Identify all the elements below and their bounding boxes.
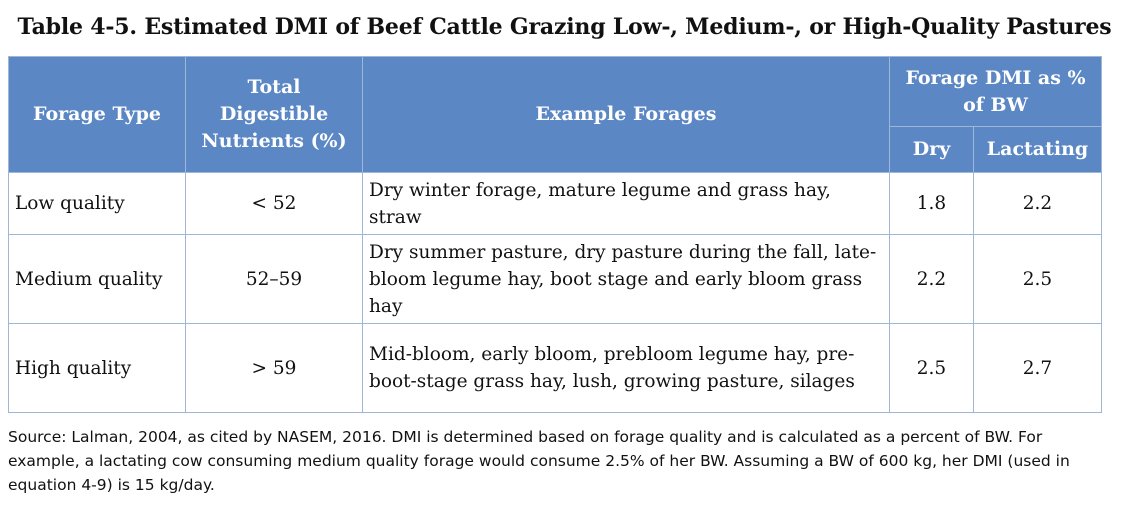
forage-type-cell: High quality: [9, 324, 186, 413]
lactating-dmi-cell: 2.2: [974, 173, 1102, 235]
header-example-forages: Example Forages: [363, 57, 890, 173]
header-lactating: Lactating: [974, 127, 1102, 173]
example-forages-cell: Dry summer pasture, dry pasture during the fall, late-bloom legume hay, boot stage and early bloom grass hay: [363, 235, 890, 324]
header-dmi-group: Forage DMI as % of BW: [890, 57, 1102, 127]
table-row: [9, 324, 1102, 413]
header-forage-type: Forage Type: [9, 57, 186, 173]
dry-dmi-cell: 2.2: [890, 235, 974, 324]
dry-dmi-cell: 2.5: [890, 324, 974, 413]
lactating-dmi-cell: 2.5: [974, 235, 1102, 324]
header-tdn: Total Digestible Nutrients (%): [186, 57, 363, 173]
tdn-cell: < 52: [186, 173, 363, 235]
source-note: Source: Lalman, 2004, as cited by NASEM, 2016. DMI is determined based on forage quality and is calculated as a percent of BW. For example, a lactating cow consuming medium quality forage would consume 2.5% of her BW. Assuming a BW of 600 kg, her DMI (used in equation 4-9) is 15 kg/day.: [8, 428, 1070, 494]
table-row: [9, 235, 1102, 324]
tdn-cell: 52–59: [186, 235, 363, 324]
table-title: Table 4-5. Estimated DMI of Beef Cattle Grazing Low-, Medium-, or High-Quality Pastures: [17, 14, 1112, 40]
forage-type-cell: Medium quality: [9, 235, 186, 324]
lactating-dmi-cell: 2.7: [974, 324, 1102, 413]
example-forages-cell: Dry winter forage, mature legume and grass hay, straw: [363, 173, 890, 235]
dmi-table: [8, 56, 1102, 413]
forage-type-cell: Low quality: [9, 173, 186, 235]
example-forages-cell: Mid-bloom, early bloom, prebloom legume hay, pre-boot-stage grass hay, lush, growing pasture, silages: [363, 324, 890, 413]
header-dry: Dry: [890, 127, 974, 173]
table-row: [9, 173, 1102, 235]
dry-dmi-cell: 1.8: [890, 173, 974, 235]
tdn-cell: > 59: [186, 324, 363, 413]
